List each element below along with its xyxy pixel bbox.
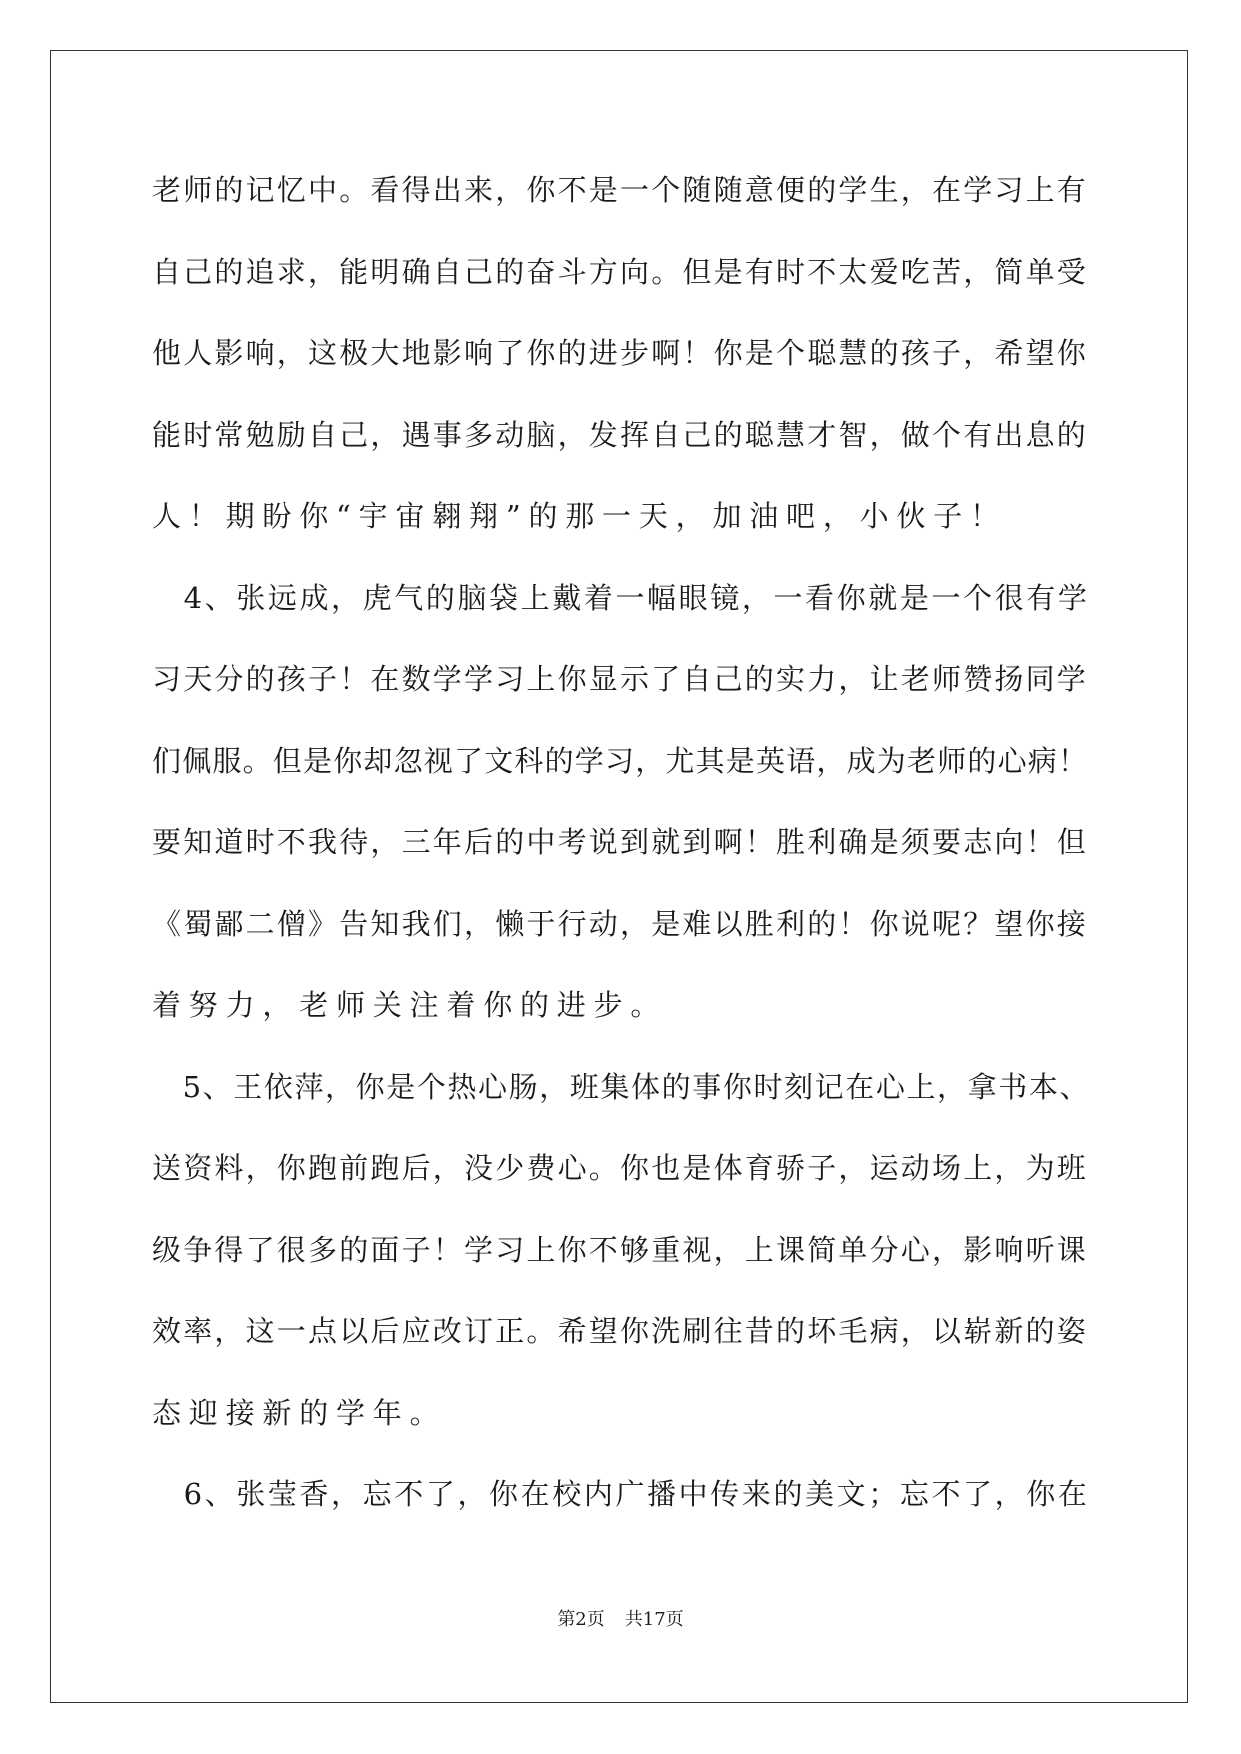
text-line: 要知道时不我待，三年后的中考说到就到啊！胜利确是须要志向！但 (152, 825, 1089, 859)
text-line: 老师的记忆中。看得出来，你不是一个随随意便的学生，在学习上有 (152, 173, 1089, 207)
text-line: 送资料，你跑前跑后，没少费心。你也是体育骄子，运动场上，为班 (152, 1151, 1089, 1185)
text-line: 能时常勉励自己，遇事多动脑，发挥自己的聪慧才智，做个有出息的 (152, 417, 1089, 452)
text-line: 自己的追求，能明确自己的奋斗方向。但是有时不太爱吃苦，简单受 (152, 254, 1089, 289)
text-line: 态迎接新的学年。 (152, 1395, 447, 1430)
text-line: 他人影响，这极大地影响了你的进步啊！你是个聪慧的孩子，希望你 (152, 336, 1089, 370)
text-line: 6、张莹香，忘不了，你在校内广播中传来的美文；忘不了，你在 (152, 1477, 1090, 1511)
text-line: 习天分的孩子！在数学学习上你显示了自己的实力，让老师赞扬同学 (152, 662, 1089, 696)
page-total: 共17页 (624, 1609, 684, 1630)
text-line: 着努力，老师关注着你的进步。 (152, 988, 668, 1022)
text-line: 4、张远成，虎气的脑袋上戴着一幅眼镜，一看你就是一个很有学 (152, 580, 1090, 615)
text-line: 们佩服。但是你却忽视了文科的学习，尤其是英语，成为老师的心病！ (152, 743, 1089, 778)
text-line: 《蜀鄙二僧》告知我们，懒于行动，是难以胜利的！你说呢？望你接 (152, 906, 1089, 941)
document-body (152, 150, 1092, 1536)
text-line: 人！期盼你“宇宙翱翔”的那一天，加油吧，小伙子！ (152, 499, 1007, 533)
text-line: 5、王依萍，你是个热心肠，班集体的事你时刻记在心上，拿书本、 (152, 1069, 1091, 1104)
page-footer (0, 1608, 1241, 1632)
page-number: 第2页 (557, 1609, 605, 1630)
text-line: 级争得了很多的面子！学习上你不够重视，上课简单分心，影响听课 (152, 1232, 1089, 1267)
text-line: 效率，这一点以后应改订正。希望你洗刷往昔的坏毛病，以崭新的姿 (152, 1314, 1089, 1348)
